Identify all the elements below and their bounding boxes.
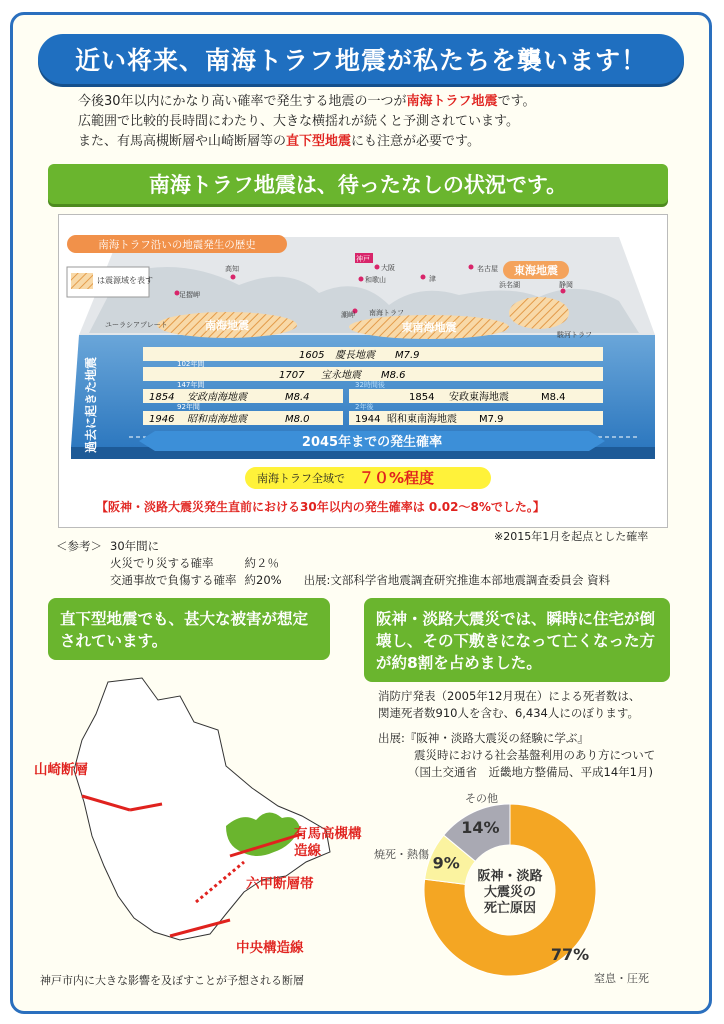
- slice-label-1: 9%: [432, 853, 460, 873]
- quake-1944-mag: M7.9: [479, 414, 504, 425]
- bubble-right: 阪神・淡路大震災では、瞬時に住宅が倒壊し、その下敷きになって亡くなった方が約8割を占めました。: [364, 598, 670, 682]
- fault-map: [30, 670, 360, 970]
- quake-1605-name: 慶長地震: [335, 350, 375, 361]
- interval-32h: 32時間後: [355, 381, 385, 389]
- intro-line1a: 今後30年以内にかなり高い確率で発生する地震の一つが: [78, 94, 407, 109]
- place-nankai-trough: 南海トラフ: [369, 309, 404, 317]
- stats-text: [378, 688, 655, 781]
- slice-label-0: 77%: [550, 945, 590, 964]
- ref-line1: 30年間に: [110, 539, 160, 553]
- intro-line3-red: 直下型地震: [286, 134, 352, 149]
- fault-caption: 神戸市内に大きな影響を及ぼすことが予想される断層: [40, 974, 304, 987]
- prob-basis: ※2015年1月を起点とした確率: [494, 530, 649, 543]
- quake-1707-name: 宝永地震: [321, 370, 361, 381]
- quake-1854b-year: 1854: [409, 392, 435, 403]
- legend-burn: 焼死・熱傷: [374, 848, 429, 861]
- zone-tonankai-label: 東南海地震: [401, 321, 457, 334]
- center-label-3: 死亡原因: [483, 901, 537, 916]
- ref-label: ＜参考＞: [56, 539, 102, 553]
- prob-label: 南海トラフ全域で: [257, 472, 345, 485]
- quake-1854b-name: 安政東海地震: [449, 392, 509, 403]
- ref-fire-label: 火災でり災する確率: [110, 556, 214, 570]
- stats-src2: 震災時における社会基盤利用のあり方について: [414, 748, 656, 762]
- reference-table: [52, 538, 614, 589]
- intro-text: [78, 92, 536, 152]
- zone-tokai: [509, 297, 569, 329]
- kobe-outline: [74, 678, 330, 940]
- quake-1854a-mag: M8.4: [285, 392, 310, 403]
- interval-102: 102年間: [177, 360, 205, 368]
- section-title: 南海トラフ地震は、待ったなしの状況です。: [48, 164, 668, 204]
- page-title: 近い将来、南海トラフ地震が私たちを襲います！: [38, 34, 684, 84]
- center-label-2: 大震災の: [483, 885, 537, 900]
- place-nagoya: 名古屋: [477, 265, 498, 273]
- place-wakayama: 和歌山: [365, 276, 386, 284]
- prob-bar-label: 2045年までの発生確率: [301, 435, 443, 450]
- history-side-label: 過去に起きた地震: [84, 356, 98, 454]
- interval-147: 147年間: [177, 381, 205, 389]
- intro-line2: 広範囲で比較的長時間にわたり、大きな横揺れが続くと予測されています。: [78, 114, 519, 129]
- quake-1707-mag: M8.6: [381, 370, 406, 381]
- zone-nankai-label: 南海地震: [205, 319, 249, 332]
- label-rokko: 六甲断層帯: [246, 876, 314, 892]
- ref-source: 出展:文部科学省地震調査研究推進本部地震調査委員会 資料: [303, 573, 611, 587]
- ref-traffic-value: 約20%: [244, 573, 282, 587]
- place-kochi: 高知: [225, 265, 239, 273]
- ref-fire-value: 約２％: [244, 556, 279, 570]
- stats-line1: 消防庁発表（2005年12月現在）による死者数は、: [378, 689, 641, 703]
- legend-other: その他: [465, 792, 498, 805]
- history-map-svg: [59, 215, 667, 527]
- history-tag: 南海トラフ沿いの地震発生の歴史: [98, 239, 256, 251]
- label-chuo: 中央構造線: [236, 940, 304, 956]
- quake-1854b-mag: M8.4: [541, 392, 566, 403]
- quake-1707-year: 1707: [279, 370, 305, 381]
- place-osaka: 大阪: [381, 264, 395, 272]
- quake-1605-year: 1605: [299, 350, 325, 361]
- quake-1944-year: 1944: [355, 414, 381, 425]
- prob-value: ７０%程度: [359, 469, 435, 487]
- quake-1944-name: 昭和東南海地震: [387, 414, 457, 425]
- quake-1854a-name: 安政南海地震: [187, 392, 247, 403]
- prob-note: 【阪神・淡路大震災発生直前における30年以内の発生確率は 0.02〜8%でした。】: [96, 500, 545, 514]
- place-shizuoka: 静岡: [559, 281, 573, 289]
- zone-tokai-label: 東海地震: [514, 264, 558, 277]
- label-arima: 有馬高槻構造線: [294, 826, 362, 859]
- quake-1946-mag: M8.0: [285, 414, 310, 425]
- stats-src1: 出展:『阪神・淡路大震災の経験に学ぶ』: [378, 731, 589, 745]
- slice-label-2: 14%: [461, 818, 500, 838]
- place-ashizuri: 足摺岬: [179, 291, 200, 299]
- center-label-1: 阪神・淡路: [477, 869, 543, 884]
- interval-92: 92年間: [177, 403, 200, 411]
- stats-line2: 関連死者数910人を含む、6,434人にのぼります。: [378, 706, 639, 720]
- intro-line3a: また、有馬高槻断層や山崎断層等の: [78, 134, 287, 149]
- place-tsu: 津: [429, 275, 436, 283]
- place-eurasia: ユーラシアプレート: [105, 321, 168, 329]
- place-suruga: 駿河トラフ: [557, 331, 592, 339]
- quake-1605-mag: M7.9: [395, 350, 420, 361]
- place-shionomisaki: 潮岬: [341, 311, 355, 319]
- intro-line3b: にも注意が必要です。: [351, 134, 480, 149]
- ref-traffic-label: 交通事故で負傷する確率: [110, 573, 237, 587]
- stats-src3: （国土交通省 近畿地方整備局、平成14年1月): [408, 765, 653, 779]
- quake-1854a-year: 1854: [149, 392, 175, 403]
- legend-suffocation: 窒息・圧死: [594, 972, 649, 985]
- label-yamasaki: 山崎断層: [34, 762, 88, 778]
- quake-1946-year: 1946: [149, 414, 175, 425]
- quake-1946-name: 昭和南海地震: [187, 414, 247, 425]
- death-cause-chart: [420, 800, 600, 980]
- bubble-left: 直下型地震でも、甚大な被害が想定されています。: [48, 598, 330, 660]
- history-map: [58, 214, 668, 528]
- legend-text: は震源域を表す: [97, 276, 153, 285]
- place-hamanako: 浜名湖: [499, 281, 520, 289]
- intro-line1-red: 南海トラフ地震: [406, 94, 498, 109]
- legend-swatch: [71, 273, 93, 289]
- intro-line1b: です。: [497, 94, 536, 109]
- place-kobe: 神戸: [356, 255, 370, 263]
- interval-2y: 2年後: [355, 403, 374, 411]
